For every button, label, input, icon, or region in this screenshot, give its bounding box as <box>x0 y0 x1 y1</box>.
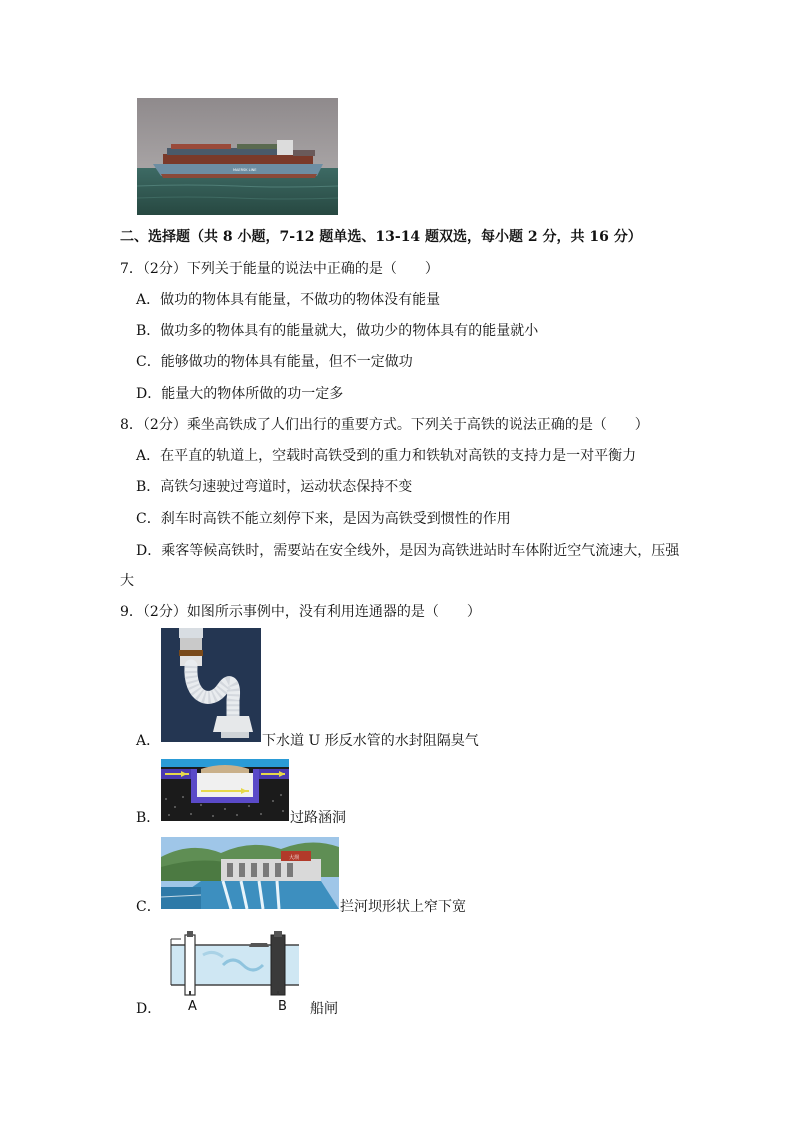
question-9-option-d-letter: D． <box>136 1001 162 1017</box>
question-9-option-b-caption: 过路涵洞 <box>290 810 346 826</box>
question-7-stem: 7．（2分）下列关于能量的说法中正确的是（ ） <box>120 261 439 277</box>
question-9-stem: 9．（2分）如图所示事例中，没有利用连通器的是（ ） <box>120 604 481 620</box>
question-9-option-a-caption: 下水道 U 形反水管的水封阻隔臭气 <box>262 733 479 749</box>
question-8-stem: 8．（2分）乘坐高铁成了人们出行的重要方式。下列关于高铁的说法正确的是（ ） <box>120 417 649 433</box>
river-dam-image <box>161 837 339 909</box>
question-9-option-a-letter: A． <box>136 733 161 749</box>
road-culvert-image <box>161 759 289 821</box>
question-7-option-c: C．能够做功的物体具有能量，但不一定做功 <box>136 354 413 370</box>
question-8-option-d-wrap: 大 <box>120 573 134 589</box>
question-7-option-a: A．做功的物体具有能量，不做功的物体没有能量 <box>136 292 441 308</box>
question-9-option-c-caption: 拦河坝形状上窄下宽 <box>340 899 466 915</box>
question-9-option-d-caption: 船闸 <box>310 1001 338 1017</box>
section-heading: 二、选择题（共 8 小题，7-12 题单选、13-14 题双选，每小题 2 分，共 16 分） <box>120 229 642 245</box>
question-8-option-c: C．刹车时高铁不能立刻停下来，是因为高铁受到惯性的作用 <box>136 511 511 527</box>
ship-lock-label-b: B <box>278 999 287 1014</box>
question-8-option-d: D．乘客等候高铁时，需要站在安全线外，是因为高铁进站时车体附近空气流速大，压强 <box>136 543 680 559</box>
container-ship-image <box>137 98 338 215</box>
dam-sign-text: 大坝 <box>289 855 300 861</box>
ship-hull-text: MAERSK LINE <box>233 168 257 172</box>
ship-lock-diagram <box>163 925 303 997</box>
question-8-option-b: B．高铁匀速驶过弯道时，运动状态保持不变 <box>136 479 413 495</box>
question-7-option-b: B．做功多的物体具有的能量就大，做功少的物体具有的能量就小 <box>136 323 539 339</box>
question-7-option-d: D．能量大的物体所做的功一定多 <box>136 386 344 402</box>
ship-lock-label-a: A <box>188 999 197 1014</box>
question-8-option-a: A．在平直的轨道上，空载时高铁受到的重力和铁轨对高铁的支持力是一对平衡力 <box>136 448 637 464</box>
question-9-option-b-letter: B． <box>136 810 161 826</box>
u-trap-pipe-image <box>161 628 261 742</box>
question-9-option-c-letter: C． <box>136 899 161 915</box>
